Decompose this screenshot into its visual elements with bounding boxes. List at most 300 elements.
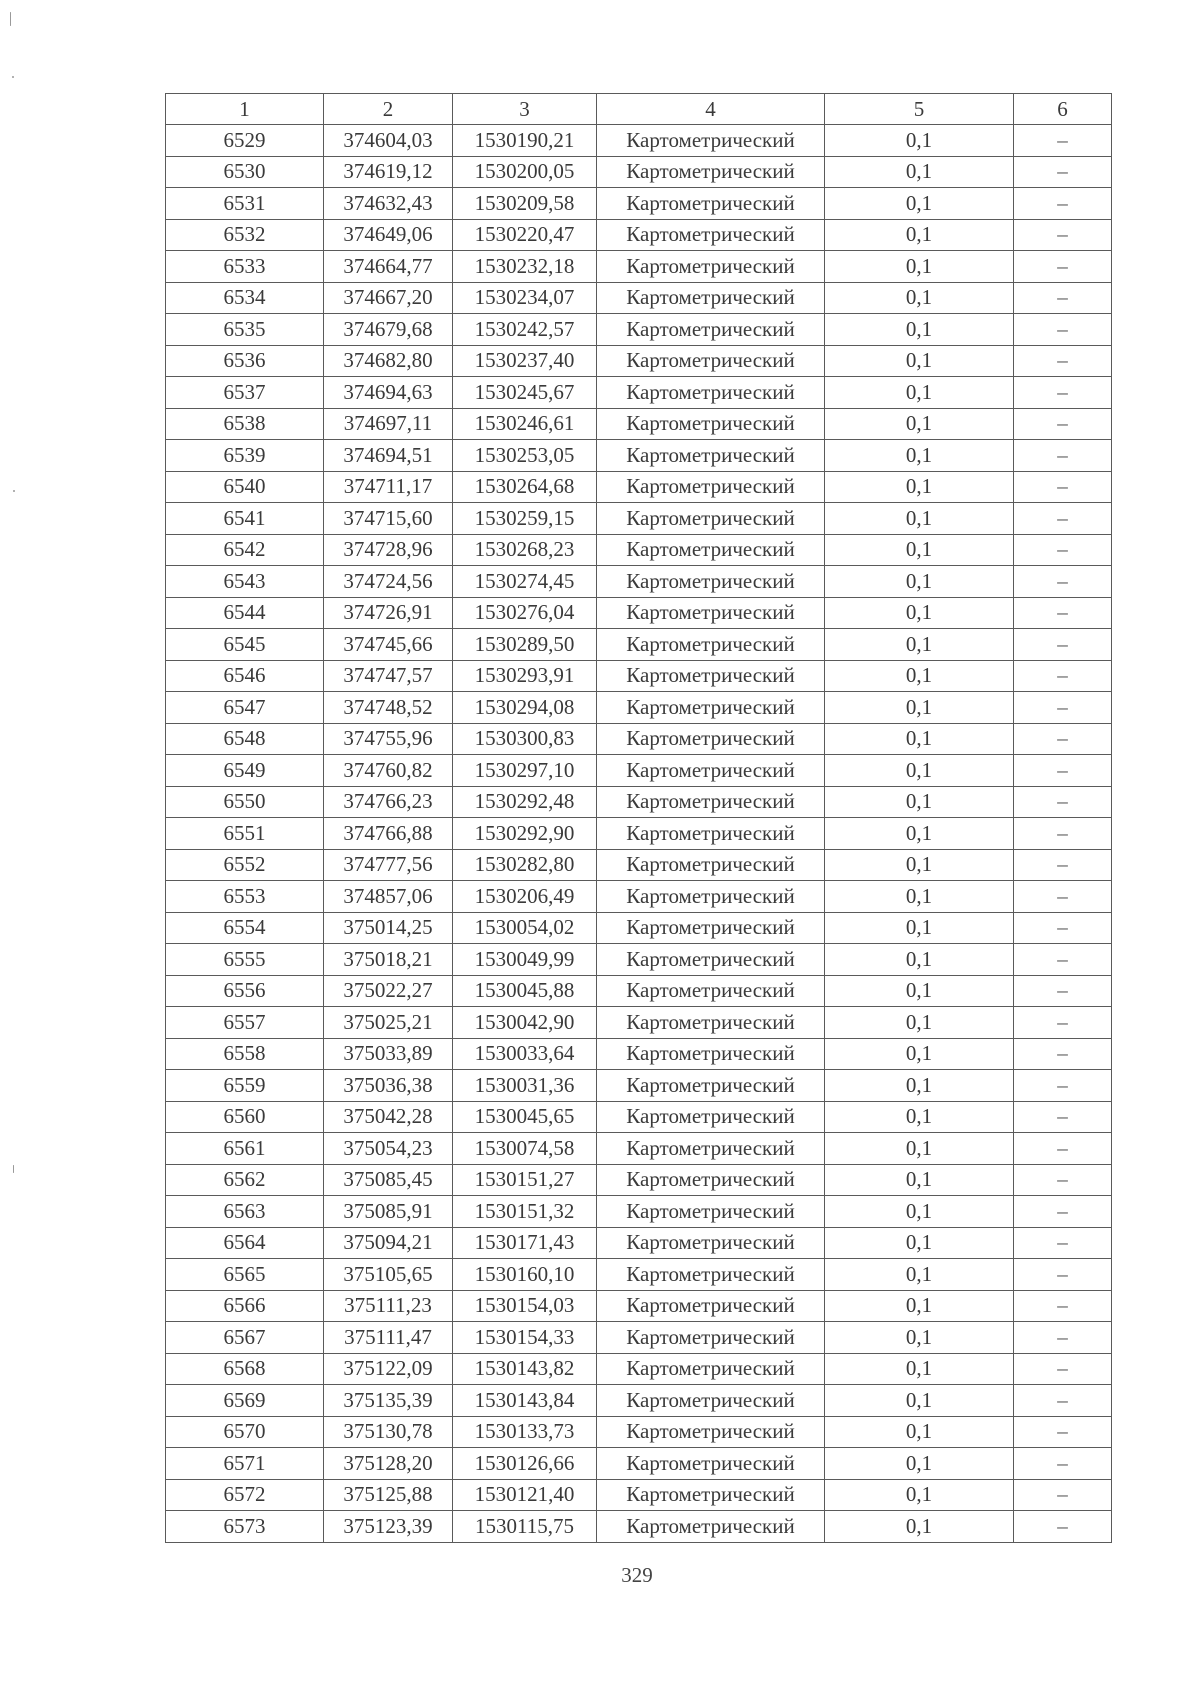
note-cell: – [1014, 1416, 1112, 1448]
table-row [166, 1070, 1112, 1102]
note-cell: – [1014, 1133, 1112, 1165]
column-header-4: 4 [597, 94, 825, 125]
y-coordinate-cell: 1530268,23 [453, 534, 597, 566]
point-number-cell: 6560 [166, 1101, 324, 1133]
note-cell: – [1014, 1322, 1112, 1354]
table-row [166, 1164, 1112, 1196]
point-number-cell: 6564 [166, 1227, 324, 1259]
table-row [166, 219, 1112, 251]
point-number-cell: 6533 [166, 251, 324, 283]
point-number-cell: 6551 [166, 818, 324, 850]
y-coordinate-cell: 1530126,66 [453, 1448, 597, 1480]
method-cell: Картометрический [597, 1101, 825, 1133]
point-number-cell: 6567 [166, 1322, 324, 1354]
scan-speck [13, 1165, 14, 1173]
table-row [166, 1479, 1112, 1511]
accuracy-cell: 0,1 [825, 1070, 1014, 1102]
point-number-cell: 6529 [166, 125, 324, 157]
note-cell: – [1014, 912, 1112, 944]
note-cell: – [1014, 1227, 1112, 1259]
point-number-cell: 6552 [166, 849, 324, 881]
note-cell: – [1014, 251, 1112, 283]
method-cell: Картометрический [597, 440, 825, 472]
note-cell: – [1014, 1385, 1112, 1417]
table-row [166, 125, 1112, 157]
note-cell: – [1014, 1353, 1112, 1385]
method-cell: Картометрический [597, 314, 825, 346]
point-number-cell: 6553 [166, 881, 324, 913]
method-cell: Картометрический [597, 1070, 825, 1102]
method-cell: Картометрический [597, 1259, 825, 1291]
x-coordinate-cell: 374715,60 [324, 503, 453, 535]
point-number-cell: 6561 [166, 1133, 324, 1165]
method-cell: Картометрический [597, 723, 825, 755]
note-cell: – [1014, 1290, 1112, 1322]
accuracy-cell: 0,1 [825, 849, 1014, 881]
x-coordinate-cell: 375036,38 [324, 1070, 453, 1102]
y-coordinate-cell: 1530074,58 [453, 1133, 597, 1165]
accuracy-cell: 0,1 [825, 125, 1014, 157]
accuracy-cell: 0,1 [825, 345, 1014, 377]
y-coordinate-cell: 1530292,48 [453, 786, 597, 818]
scan-speck [12, 76, 14, 78]
accuracy-cell: 0,1 [825, 660, 1014, 692]
x-coordinate-cell: 374755,96 [324, 723, 453, 755]
note-cell: – [1014, 597, 1112, 629]
y-coordinate-cell: 1530190,21 [453, 125, 597, 157]
method-cell: Картометрический [597, 629, 825, 661]
point-number-cell: 6559 [166, 1070, 324, 1102]
point-number-cell: 6562 [166, 1164, 324, 1196]
x-coordinate-cell: 375033,89 [324, 1038, 453, 1070]
note-cell: – [1014, 503, 1112, 535]
x-coordinate-cell: 374667,20 [324, 282, 453, 314]
point-number-cell: 6539 [166, 440, 324, 472]
y-coordinate-cell: 1530042,90 [453, 1007, 597, 1039]
point-number-cell: 6534 [166, 282, 324, 314]
y-coordinate-cell: 1530297,10 [453, 755, 597, 787]
method-cell: Картометрический [597, 1133, 825, 1165]
note-cell: – [1014, 1259, 1112, 1291]
point-number-cell: 6530 [166, 156, 324, 188]
y-coordinate-cell: 1530154,03 [453, 1290, 597, 1322]
x-coordinate-cell: 375042,28 [324, 1101, 453, 1133]
method-cell: Картометрический [597, 1385, 825, 1417]
method-cell: Картометрический [597, 1353, 825, 1385]
x-coordinate-cell: 375085,91 [324, 1196, 453, 1228]
note-cell: – [1014, 566, 1112, 598]
point-number-cell: 6556 [166, 975, 324, 1007]
method-cell: Картометрический [597, 818, 825, 850]
y-coordinate-cell: 1530143,84 [453, 1385, 597, 1417]
table-row [166, 1416, 1112, 1448]
y-coordinate-cell: 1530220,47 [453, 219, 597, 251]
y-coordinate-cell: 1530045,65 [453, 1101, 597, 1133]
x-coordinate-cell: 375111,23 [324, 1290, 453, 1322]
accuracy-cell: 0,1 [825, 975, 1014, 1007]
point-number-cell: 6545 [166, 629, 324, 661]
method-cell: Картометрический [597, 251, 825, 283]
point-number-cell: 6555 [166, 944, 324, 976]
method-cell: Картометрический [597, 786, 825, 818]
note-cell: – [1014, 1479, 1112, 1511]
table-row [166, 566, 1112, 598]
x-coordinate-cell: 374711,17 [324, 471, 453, 503]
point-number-cell: 6570 [166, 1416, 324, 1448]
column-header-6: 6 [1014, 94, 1112, 125]
table-row [166, 188, 1112, 220]
x-coordinate-cell: 375054,23 [324, 1133, 453, 1165]
point-number-cell: 6535 [166, 314, 324, 346]
method-cell: Картометрический [597, 1479, 825, 1511]
x-coordinate-cell: 374724,56 [324, 566, 453, 598]
note-cell: – [1014, 629, 1112, 661]
note-cell: – [1014, 1448, 1112, 1480]
y-coordinate-cell: 1530246,61 [453, 408, 597, 440]
y-coordinate-cell: 1530300,83 [453, 723, 597, 755]
accuracy-cell: 0,1 [825, 944, 1014, 976]
x-coordinate-cell: 375125,88 [324, 1479, 453, 1511]
x-coordinate-cell: 374604,03 [324, 125, 453, 157]
accuracy-cell: 0,1 [825, 786, 1014, 818]
x-coordinate-cell: 374697,11 [324, 408, 453, 440]
table-row [166, 534, 1112, 566]
y-coordinate-cell: 1530115,75 [453, 1511, 597, 1543]
method-cell: Картометрический [597, 849, 825, 881]
x-coordinate-cell: 374747,57 [324, 660, 453, 692]
method-cell: Картометрический [597, 345, 825, 377]
table-row [166, 1322, 1112, 1354]
note-cell: – [1014, 1196, 1112, 1228]
y-coordinate-cell: 1530242,57 [453, 314, 597, 346]
method-cell: Картометрический [597, 125, 825, 157]
method-cell: Картометрический [597, 219, 825, 251]
table-row [166, 440, 1112, 472]
note-cell: – [1014, 1101, 1112, 1133]
point-number-cell: 6550 [166, 786, 324, 818]
x-coordinate-cell: 375123,39 [324, 1511, 453, 1543]
method-cell: Картометрический [597, 755, 825, 787]
x-coordinate-cell: 375122,09 [324, 1353, 453, 1385]
x-coordinate-cell: 375085,45 [324, 1164, 453, 1196]
point-number-cell: 6540 [166, 471, 324, 503]
method-cell: Картометрический [597, 912, 825, 944]
table-body [166, 125, 1112, 1543]
accuracy-cell: 0,1 [825, 408, 1014, 440]
method-cell: Картометрический [597, 156, 825, 188]
method-cell: Картометрический [597, 1448, 825, 1480]
note-cell: – [1014, 944, 1112, 976]
accuracy-cell: 0,1 [825, 1385, 1014, 1417]
table-row [166, 314, 1112, 346]
accuracy-cell: 0,1 [825, 912, 1014, 944]
y-coordinate-cell: 1530151,32 [453, 1196, 597, 1228]
note-cell: – [1014, 660, 1112, 692]
y-coordinate-cell: 1530264,68 [453, 471, 597, 503]
point-number-cell: 6566 [166, 1290, 324, 1322]
note-cell: – [1014, 881, 1112, 913]
accuracy-cell: 0,1 [825, 1196, 1014, 1228]
method-cell: Картометрический [597, 377, 825, 409]
note-cell: – [1014, 849, 1112, 881]
method-cell: Картометрический [597, 881, 825, 913]
accuracy-cell: 0,1 [825, 597, 1014, 629]
method-cell: Картометрический [597, 1196, 825, 1228]
x-coordinate-cell: 374679,68 [324, 314, 453, 346]
method-cell: Картометрический [597, 1227, 825, 1259]
accuracy-cell: 0,1 [825, 1101, 1014, 1133]
note-cell: – [1014, 1511, 1112, 1543]
table-row [166, 1227, 1112, 1259]
note-cell: – [1014, 1164, 1112, 1196]
table-row [166, 408, 1112, 440]
x-coordinate-cell: 374766,23 [324, 786, 453, 818]
table-row [166, 1196, 1112, 1228]
accuracy-cell: 0,1 [825, 534, 1014, 566]
table-row [166, 912, 1112, 944]
point-number-cell: 6531 [166, 188, 324, 220]
table-row [166, 723, 1112, 755]
table-row [166, 503, 1112, 535]
table-row [166, 629, 1112, 661]
table-row [166, 849, 1112, 881]
y-coordinate-cell: 1530232,18 [453, 251, 597, 283]
table-row [166, 755, 1112, 787]
note-cell: – [1014, 1070, 1112, 1102]
table-row [166, 1133, 1112, 1165]
x-coordinate-cell: 375018,21 [324, 944, 453, 976]
y-coordinate-cell: 1530031,36 [453, 1070, 597, 1102]
method-cell: Картометрический [597, 1164, 825, 1196]
x-coordinate-cell: 374777,56 [324, 849, 453, 881]
y-coordinate-cell: 1530234,07 [453, 282, 597, 314]
table-row [166, 1385, 1112, 1417]
method-cell: Картометрический [597, 1511, 825, 1543]
y-coordinate-cell: 1530151,27 [453, 1164, 597, 1196]
method-cell: Картометрический [597, 692, 825, 724]
note-cell: – [1014, 1007, 1112, 1039]
y-coordinate-cell: 1530121,40 [453, 1479, 597, 1511]
accuracy-cell: 0,1 [825, 566, 1014, 598]
y-coordinate-cell: 1530237,40 [453, 345, 597, 377]
note-cell: – [1014, 345, 1112, 377]
accuracy-cell: 0,1 [825, 471, 1014, 503]
method-cell: Картометрический [597, 1038, 825, 1070]
column-header-5: 5 [825, 94, 1014, 125]
x-coordinate-cell: 375130,78 [324, 1416, 453, 1448]
table-row [166, 282, 1112, 314]
note-cell: – [1014, 534, 1112, 566]
x-coordinate-cell: 374694,63 [324, 377, 453, 409]
column-header-2: 2 [324, 94, 453, 125]
accuracy-cell: 0,1 [825, 723, 1014, 755]
note-cell: – [1014, 471, 1112, 503]
method-cell: Картометрический [597, 660, 825, 692]
table-row [166, 975, 1112, 1007]
x-coordinate-cell: 374632,43 [324, 188, 453, 220]
table-row [166, 818, 1112, 850]
table-row [166, 660, 1112, 692]
point-number-cell: 6537 [166, 377, 324, 409]
y-coordinate-cell: 1530253,05 [453, 440, 597, 472]
accuracy-cell: 0,1 [825, 1038, 1014, 1070]
accuracy-cell: 0,1 [825, 282, 1014, 314]
accuracy-cell: 0,1 [825, 755, 1014, 787]
method-cell: Картометрический [597, 534, 825, 566]
table-row [166, 1511, 1112, 1543]
y-coordinate-cell: 1530293,91 [453, 660, 597, 692]
point-number-cell: 6542 [166, 534, 324, 566]
point-number-cell: 6543 [166, 566, 324, 598]
method-cell: Картометрический [597, 944, 825, 976]
x-coordinate-cell: 374728,96 [324, 534, 453, 566]
note-cell: – [1014, 786, 1112, 818]
y-coordinate-cell: 1530045,88 [453, 975, 597, 1007]
y-coordinate-cell: 1530033,64 [453, 1038, 597, 1070]
point-number-cell: 6558 [166, 1038, 324, 1070]
note-cell: – [1014, 156, 1112, 188]
note-cell: – [1014, 1038, 1112, 1070]
point-number-cell: 6568 [166, 1353, 324, 1385]
accuracy-cell: 0,1 [825, 1227, 1014, 1259]
point-number-cell: 6572 [166, 1479, 324, 1511]
point-number-cell: 6563 [166, 1196, 324, 1228]
y-coordinate-cell: 1530245,67 [453, 377, 597, 409]
x-coordinate-cell: 375094,21 [324, 1227, 453, 1259]
method-cell: Картометрический [597, 1322, 825, 1354]
point-number-cell: 6569 [166, 1385, 324, 1417]
accuracy-cell: 0,1 [825, 1416, 1014, 1448]
table-header-row [166, 94, 1112, 125]
x-coordinate-cell: 374766,88 [324, 818, 453, 850]
note-cell: – [1014, 125, 1112, 157]
note-cell: – [1014, 818, 1112, 850]
method-cell: Картометрический [597, 597, 825, 629]
x-coordinate-cell: 374619,12 [324, 156, 453, 188]
accuracy-cell: 0,1 [825, 377, 1014, 409]
accuracy-cell: 0,1 [825, 188, 1014, 220]
accuracy-cell: 0,1 [825, 629, 1014, 661]
accuracy-cell: 0,1 [825, 1448, 1014, 1480]
accuracy-cell: 0,1 [825, 503, 1014, 535]
table-row [166, 1007, 1112, 1039]
accuracy-cell: 0,1 [825, 1511, 1014, 1543]
x-coordinate-cell: 375135,39 [324, 1385, 453, 1417]
note-cell: – [1014, 282, 1112, 314]
y-coordinate-cell: 1530206,49 [453, 881, 597, 913]
y-coordinate-cell: 1530054,02 [453, 912, 597, 944]
accuracy-cell: 0,1 [825, 1259, 1014, 1291]
note-cell: – [1014, 723, 1112, 755]
y-coordinate-cell: 1530171,43 [453, 1227, 597, 1259]
point-number-cell: 6547 [166, 692, 324, 724]
y-coordinate-cell: 1530259,15 [453, 503, 597, 535]
accuracy-cell: 0,1 [825, 692, 1014, 724]
x-coordinate-cell: 374649,06 [324, 219, 453, 251]
method-cell: Картометрический [597, 1416, 825, 1448]
point-number-cell: 6573 [166, 1511, 324, 1543]
table-row [166, 597, 1112, 629]
table-row [166, 1259, 1112, 1291]
table-row [166, 1101, 1112, 1133]
method-cell: Картометрический [597, 1290, 825, 1322]
point-number-cell: 6538 [166, 408, 324, 440]
note-cell: – [1014, 975, 1112, 1007]
y-coordinate-cell: 1530209,58 [453, 188, 597, 220]
y-coordinate-cell: 1530274,45 [453, 566, 597, 598]
table-row [166, 944, 1112, 976]
accuracy-cell: 0,1 [825, 1164, 1014, 1196]
table-row [166, 377, 1112, 409]
note-cell: – [1014, 755, 1112, 787]
table-row [166, 1290, 1112, 1322]
table-row [166, 471, 1112, 503]
y-coordinate-cell: 1530292,90 [453, 818, 597, 850]
x-coordinate-cell: 374726,91 [324, 597, 453, 629]
y-coordinate-cell: 1530133,73 [453, 1416, 597, 1448]
method-cell: Картометрический [597, 1007, 825, 1039]
point-number-cell: 6548 [166, 723, 324, 755]
x-coordinate-cell: 375105,65 [324, 1259, 453, 1291]
accuracy-cell: 0,1 [825, 818, 1014, 850]
method-cell: Картометрический [597, 471, 825, 503]
method-cell: Картометрический [597, 282, 825, 314]
table-row [166, 345, 1112, 377]
x-coordinate-cell: 375022,27 [324, 975, 453, 1007]
note-cell: – [1014, 188, 1112, 220]
note-cell: – [1014, 440, 1112, 472]
x-coordinate-cell: 374664,77 [324, 251, 453, 283]
y-coordinate-cell: 1530282,80 [453, 849, 597, 881]
y-coordinate-cell: 1530200,05 [453, 156, 597, 188]
x-coordinate-cell: 374760,82 [324, 755, 453, 787]
table-row [166, 156, 1112, 188]
scan-speck [10, 12, 11, 26]
accuracy-cell: 0,1 [825, 314, 1014, 346]
table-row [166, 786, 1112, 818]
accuracy-cell: 0,1 [825, 1290, 1014, 1322]
note-cell: – [1014, 408, 1112, 440]
method-cell: Картометрический [597, 188, 825, 220]
y-coordinate-cell: 1530154,33 [453, 1322, 597, 1354]
accuracy-cell: 0,1 [825, 1322, 1014, 1354]
point-number-cell: 6571 [166, 1448, 324, 1480]
accuracy-cell: 0,1 [825, 1479, 1014, 1511]
accuracy-cell: 0,1 [825, 219, 1014, 251]
y-coordinate-cell: 1530276,04 [453, 597, 597, 629]
point-number-cell: 6565 [166, 1259, 324, 1291]
method-cell: Картометрический [597, 566, 825, 598]
table-row [166, 1448, 1112, 1480]
x-coordinate-cell: 375014,25 [324, 912, 453, 944]
x-coordinate-cell: 374857,06 [324, 881, 453, 913]
y-coordinate-cell: 1530289,50 [453, 629, 597, 661]
table-row [166, 1038, 1112, 1070]
accuracy-cell: 0,1 [825, 156, 1014, 188]
point-number-cell: 6541 [166, 503, 324, 535]
x-coordinate-cell: 375128,20 [324, 1448, 453, 1480]
x-coordinate-cell: 374682,80 [324, 345, 453, 377]
accuracy-cell: 0,1 [825, 440, 1014, 472]
note-cell: – [1014, 692, 1112, 724]
method-cell: Картометрический [597, 408, 825, 440]
note-cell: – [1014, 377, 1112, 409]
accuracy-cell: 0,1 [825, 251, 1014, 283]
column-header-3: 3 [453, 94, 597, 125]
accuracy-cell: 0,1 [825, 1007, 1014, 1039]
accuracy-cell: 0,1 [825, 881, 1014, 913]
note-cell: – [1014, 219, 1112, 251]
